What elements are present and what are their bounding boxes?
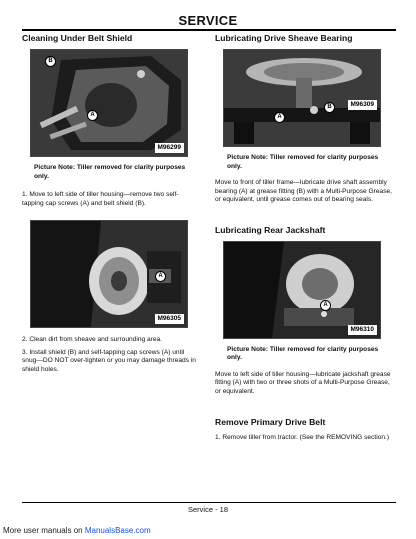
step-3: 3. Install shield (B) and self-tapping cap screws (A) until snug—DO NOT over-tighten or you may damage threads in shield holes. <box>22 348 196 373</box>
photo-drive-sheave <box>223 49 381 147</box>
photo-rear-jackshaft <box>223 241 381 339</box>
figure-code: M96305 <box>155 314 185 324</box>
figure-code: M96310 <box>348 325 378 335</box>
picture-note: Picture Note: Tiller removed for clarity purposes only. <box>227 154 379 170</box>
drive-sheave-illustration <box>224 50 380 146</box>
footer-divider <box>22 502 396 503</box>
picture-note: Picture Note: Tiller removed for clarity purposes only. <box>34 164 186 180</box>
rear-jackshaft-illustration <box>224 242 380 338</box>
more-manuals-banner <box>3 526 151 535</box>
left-column <box>22 33 200 375</box>
callout-a: A <box>87 110 98 121</box>
step-1: 1. Remove tiller from tractor. (See the REMOVING section.) <box>215 433 390 441</box>
callout-a: A <box>274 112 285 123</box>
section-heading-rear-jackshaft: Lubricating Rear Jackshaft <box>215 224 326 235</box>
step-1: 1. Move to left side of tiller housing—remove two self-tapping cap screws (A) and belt shield (B). <box>22 191 179 207</box>
figure-code: M96299 <box>155 143 185 153</box>
photo-sheave <box>30 220 188 328</box>
picture-note: Picture Note: Tiller removed for clarity purposes only. <box>227 345 379 362</box>
page-title: SERVICE <box>178 13 238 28</box>
belt-shield-illustration <box>31 50 187 156</box>
callout-b: B <box>45 56 56 67</box>
callout-a: A <box>320 300 331 311</box>
photo-belt-shield <box>30 49 188 157</box>
section-heading-belt-shield: Cleaning Under Belt Shield <box>22 33 133 43</box>
callout-b: B <box>324 102 335 113</box>
manualsbase-link[interactable]: ManualsBase.com <box>84 526 151 535</box>
section-heading-drive-sheave: Lubricating Drive Sheave Bearing <box>215 33 353 43</box>
step-2: 2. Clean dirt from sheave and surrounding area. <box>22 336 163 344</box>
more-manuals-text: More user manuals on <box>3 526 83 535</box>
section-heading-primary-drive-belt: Remove Primary Drive Belt <box>215 416 326 427</box>
figure-code: M96309 <box>348 100 378 110</box>
rear-jackshaft-text: Move to left side of tiller housing—lubricate jackshaft grease fitting (A) with two or three shots of a Multi-Purpose Grease, or equivalent. <box>215 370 391 395</box>
header-divider <box>22 29 396 31</box>
page-number: Service - 18 <box>187 505 229 514</box>
right-column <box>215 33 393 442</box>
drive-sheave-text: Move to front of tiller frame—lubricate drive shaft assembly bearing (A) at grease fitting (B) with a Multi-Purpose Grease, or equivalent, until grease comes out of bearing seals. <box>215 179 393 204</box>
callout-a: A <box>155 271 166 282</box>
